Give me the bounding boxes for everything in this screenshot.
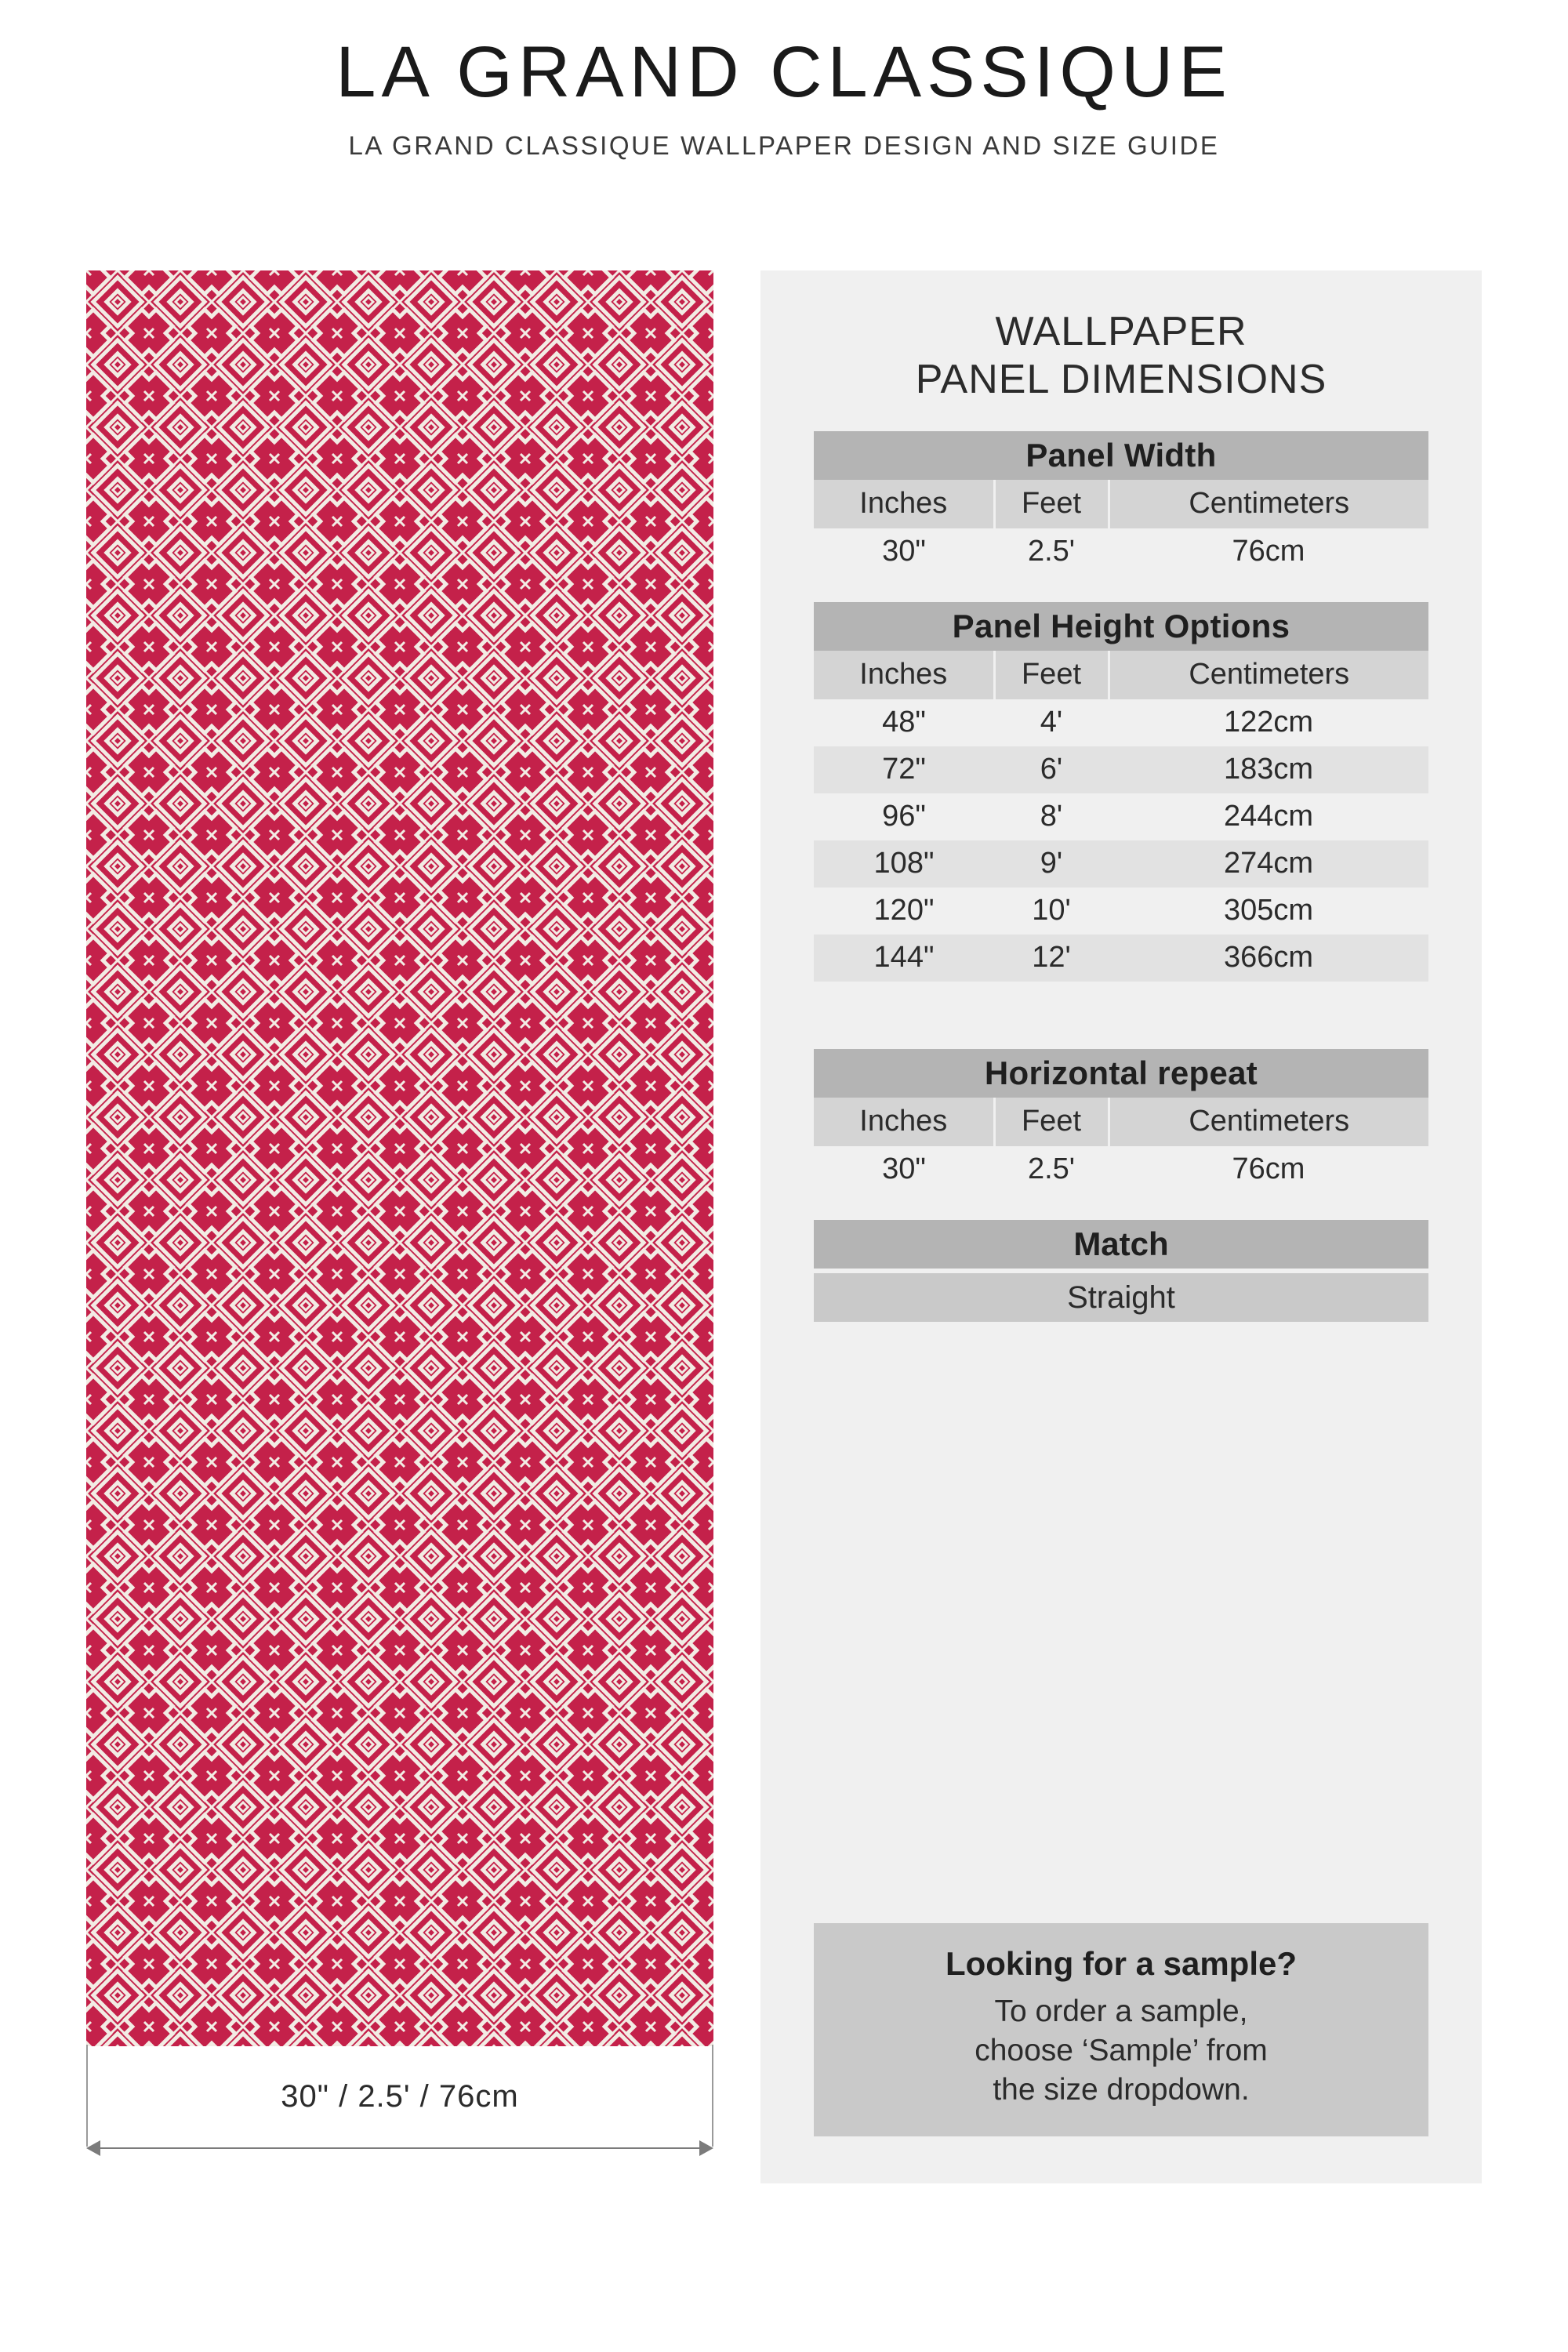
dimension-arrow (86, 2139, 713, 2158)
cell-centimeters: 76cm (1232, 1152, 1305, 1186)
panel-width-section (814, 431, 1428, 575)
swatch-column (86, 270, 713, 2180)
column-header-centimeters: Centimeters (1109, 480, 1428, 528)
sample-callout-line2: choose ‘Sample’ from (975, 2034, 1268, 2068)
tick-left (86, 2045, 88, 2147)
cell-inches: 30" (882, 535, 926, 568)
page-header (0, 0, 1568, 161)
cell-feet: 10' (1032, 894, 1071, 927)
cell-centimeters: 305cm (1223, 894, 1314, 927)
cell-inches: 30" (882, 1152, 926, 1186)
wallpaper-swatch (86, 270, 713, 2046)
panel-dimensions-heading-line2: PANEL DIMENSIONS (915, 357, 1327, 403)
cell-feet: 2.5' (1027, 535, 1076, 568)
panel-height-section (814, 602, 1428, 982)
cell-inches: 72" (814, 746, 994, 793)
column-header-inches: Inches (814, 651, 994, 699)
page-subtitle: LA GRAND CLASSIQUE WALLPAPER DESIGN AND SIZE GUIDE (348, 130, 1220, 160)
cell-centimeters: 183cm (1109, 746, 1428, 793)
table-row (814, 699, 1428, 746)
cell-feet: 12' (994, 935, 1109, 982)
dimensions-panel (760, 270, 1482, 2183)
table-row (814, 528, 1428, 575)
cell-inches: 144" (814, 935, 994, 982)
table-row (814, 935, 1428, 982)
table-row (814, 793, 1428, 840)
horizontal-repeat-heading: Horizontal repeat (814, 1049, 1428, 1098)
cell-feet: 4' (1040, 706, 1063, 739)
sample-callout-title: Looking for a sample? (945, 1945, 1298, 1983)
table-row (814, 887, 1428, 935)
cell-feet: 9' (994, 840, 1109, 887)
match-value: Straight (814, 1273, 1428, 1322)
panel-height-table (814, 602, 1428, 982)
cell-centimeters: 244cm (1223, 800, 1314, 833)
arrow-head-right-icon (699, 2140, 713, 2156)
column-header-inches: Inches (814, 480, 994, 528)
tick-right (712, 2045, 713, 2147)
table-row (814, 840, 1428, 887)
column-header-feet: Feet (994, 1098, 1109, 1146)
panel-width-heading: Panel Width (814, 431, 1428, 480)
cell-feet: 2.5' (1027, 1152, 1076, 1186)
column-header-centimeters: Centimeters (1109, 651, 1428, 699)
panel-dimensions-heading-line1: WALLPAPER (995, 309, 1247, 354)
sample-callout (814, 1923, 1428, 2136)
column-header-centimeters: Centimeters (1109, 1098, 1428, 1146)
column-header-feet: Feet (994, 651, 1109, 699)
wallpaper-pattern-graphic (86, 270, 713, 2046)
table-row (814, 1146, 1428, 1193)
cell-inches: 120" (873, 894, 935, 927)
swatch-width-label: 30" / 2.5' / 76cm (281, 2079, 519, 2114)
horizontal-repeat-table (814, 1049, 1428, 1193)
cell-feet: 6' (994, 746, 1109, 793)
panel-height-heading: Panel Height Options (814, 602, 1428, 651)
match-heading: Match (814, 1220, 1428, 1269)
cell-centimeters: 122cm (1223, 706, 1314, 739)
width-measurement (86, 2046, 713, 2180)
horizontal-repeat-section (814, 1049, 1428, 1193)
table-row (814, 746, 1428, 793)
column-header-inches: Inches (814, 1098, 994, 1146)
cell-centimeters: 76cm (1232, 535, 1305, 568)
cell-inches: 96" (882, 800, 926, 833)
column-header-feet: Feet (994, 480, 1109, 528)
cell-inches: 48" (882, 706, 926, 739)
panel-dimensions-heading (760, 270, 1482, 405)
cell-centimeters: 366cm (1109, 935, 1428, 982)
arrow-line (99, 2147, 701, 2149)
arrow-head-left-icon (86, 2140, 100, 2156)
page-title: LA GRAND CLASSIQUE (336, 32, 1232, 112)
panel-width-column-headers (814, 480, 1428, 528)
section-spacer (760, 982, 1482, 1022)
sample-callout-line1: To order a sample, (994, 1994, 1248, 2029)
cell-feet: 8' (1040, 800, 1063, 833)
cell-centimeters: 274cm (1109, 840, 1428, 887)
sample-callout-line3: the size dropdown. (993, 2073, 1250, 2107)
panel-height-column-headers (814, 651, 1428, 699)
cell-inches: 108" (814, 840, 994, 887)
horizontal-repeat-column-headers (814, 1098, 1428, 1146)
panel-width-table (814, 431, 1428, 575)
